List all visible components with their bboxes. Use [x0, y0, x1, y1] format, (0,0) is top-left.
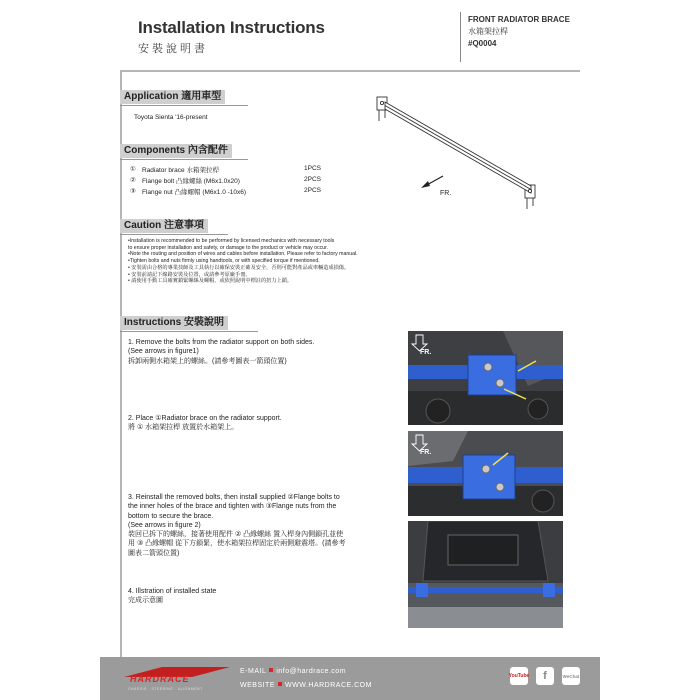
instruction-step [128, 414, 378, 433]
components-heading: Components 內含配件 [120, 144, 232, 158]
brand-logo: HARDRACE [130, 674, 190, 684]
section-rule [120, 159, 248, 160]
instruction-step [128, 338, 378, 366]
step-line: (See arrows in figure 2) [128, 521, 201, 529]
caution-line: to ensure proper installation and safety, or damage to the product or vehicle may occur. [128, 244, 329, 251]
components-section [120, 144, 232, 158]
bullet-square-icon [269, 668, 273, 672]
component-num: ① [130, 166, 136, 173]
component-qty: 2PCS [304, 176, 321, 183]
step-line: the inner holes of the brace and tighten with ③Flange nuts from the [128, 503, 337, 511]
step-line: 圖表二箭頭位置) [128, 549, 180, 557]
instructions-heading: Instructions 安裝說明 [120, 316, 228, 330]
brand-tagline: CHASSIS · STEERING · ALIGNMENT [128, 687, 203, 691]
component-num: ③ [130, 188, 136, 195]
caution-line: •Note the routing and position of wires and cables before installation. Please refer to factory manual. [128, 251, 358, 258]
section-rule [120, 331, 258, 332]
facebook-icon[interactable]: f [536, 667, 554, 685]
figure-fr-label: FR. [420, 349, 432, 356]
instruction-step [128, 587, 378, 606]
brace-diagram [365, 90, 555, 215]
page-subtitle: 安裝說明書 [138, 43, 208, 55]
product-info [468, 14, 570, 50]
caution-section [120, 219, 208, 233]
website-link[interactable]: WWW.HARDRACE.COM [285, 682, 372, 689]
wechat-icon[interactable]: WeChat [562, 667, 580, 685]
section-rule [120, 234, 228, 235]
website-label: WEBSITE [240, 682, 276, 689]
component-qty: 2PCS [304, 187, 321, 194]
vehicle-application: Toyota Sienta '16-present [134, 114, 208, 121]
instruction-sheet [100, 0, 600, 700]
product-name: FRONT RADIATOR BRACE [468, 15, 570, 24]
header-rule [120, 70, 580, 72]
step-line: 1. Remove the bolts from the radiator support on both sides. [128, 339, 315, 346]
product-name-cn: 水箱架拉桿 [468, 27, 508, 36]
application-heading: Application 適用車型 [120, 90, 225, 104]
caution-line: • 安裝需由合格的專業技師及工具執行以確保安裝正確及安全，否則可能對產品或車輛造成損傷。 [128, 264, 350, 271]
step-line: bottom to secure the brace. [128, 512, 214, 520]
component-desc: Radiator brace 水箱架拉桿 [142, 167, 219, 174]
email-link[interactable]: info@hardrace.com [276, 668, 347, 675]
figure2-photo [408, 431, 563, 516]
step-line: 用 ③ 凸緣螺帽 從下方鎖緊，使水箱架拉桿固定於兩側避震塔。(請參考 [128, 540, 346, 548]
caution-line: •Tighten bolts and nuts firmly using handtools, or with specified torque if mentioned. [128, 258, 320, 265]
component-qty: 1PCS [304, 165, 321, 172]
step-line: 4. Illstration of installed state [128, 588, 217, 595]
installed-state-figure [408, 521, 563, 628]
part-number: #Q0004 [468, 39, 497, 48]
component-num: ② [130, 177, 136, 184]
front-direction-arrow [421, 176, 443, 188]
instructions-section [120, 316, 228, 330]
step-line: 拆卸兩側水箱架上的螺絲。(請參考圖表一箭頭位置) [128, 357, 287, 365]
header-divider [460, 12, 461, 62]
section-rule [120, 105, 248, 106]
direction-label: FR. [440, 190, 452, 197]
engine-bay-figure1 [408, 331, 563, 425]
engine-bay-figure2 [408, 431, 563, 516]
component-desc: Flange bolt 凸緣螺絲 (M6x1.0x20) [142, 178, 240, 185]
step-line: 3. Reinstall the removed bolts, then install supplied ②Flange bolts to [128, 494, 340, 501]
figure3-photo [408, 521, 563, 628]
component-row [130, 165, 321, 174]
component-desc: Flange nut 凸緣螺帽 (M6x1.0 -10x6) [142, 189, 247, 196]
step-line: 將 ① 水箱架拉桿 放置於水箱架上。 [128, 424, 239, 432]
step-line: 完成示意圖 [128, 597, 163, 605]
application-section [120, 90, 225, 104]
caution-line: •Installation is recommended to be performed by licensed mechanics with necessary tools [128, 238, 335, 244]
caution-line: • 安裝前請記下線路安裝及位置，或請參考原廠手冊。 [128, 271, 251, 278]
caution-text [128, 238, 428, 285]
step-line: 裝回已拆下的螺絲，接著使用配件 ② 凸緣螺絲 置入桿身內側鎖孔並使 [128, 531, 344, 539]
email-label: E-MAIL [240, 668, 267, 675]
caution-line: • 請使用手動工具確實鎖緊螺絲及螺帽，或依照說明中標註的扭力上鎖。 [128, 278, 293, 285]
step-line: (See arrows in figure1) [128, 348, 199, 356]
youtube-icon[interactable]: YouTube [510, 667, 528, 685]
page-title: Installation Instructions [138, 18, 325, 37]
step-line: 2. Place ①Radiator brace on the radiator support. [128, 415, 282, 422]
component-row [130, 187, 321, 196]
bullet-square-icon [278, 682, 282, 686]
contact-info [240, 665, 372, 693]
footer [100, 657, 600, 700]
instruction-step [128, 493, 378, 558]
figure-fr-label: FR. [420, 449, 432, 456]
component-row [130, 176, 321, 185]
caution-heading: Caution 注意事項 [120, 219, 208, 233]
figure1-photo [408, 331, 563, 425]
